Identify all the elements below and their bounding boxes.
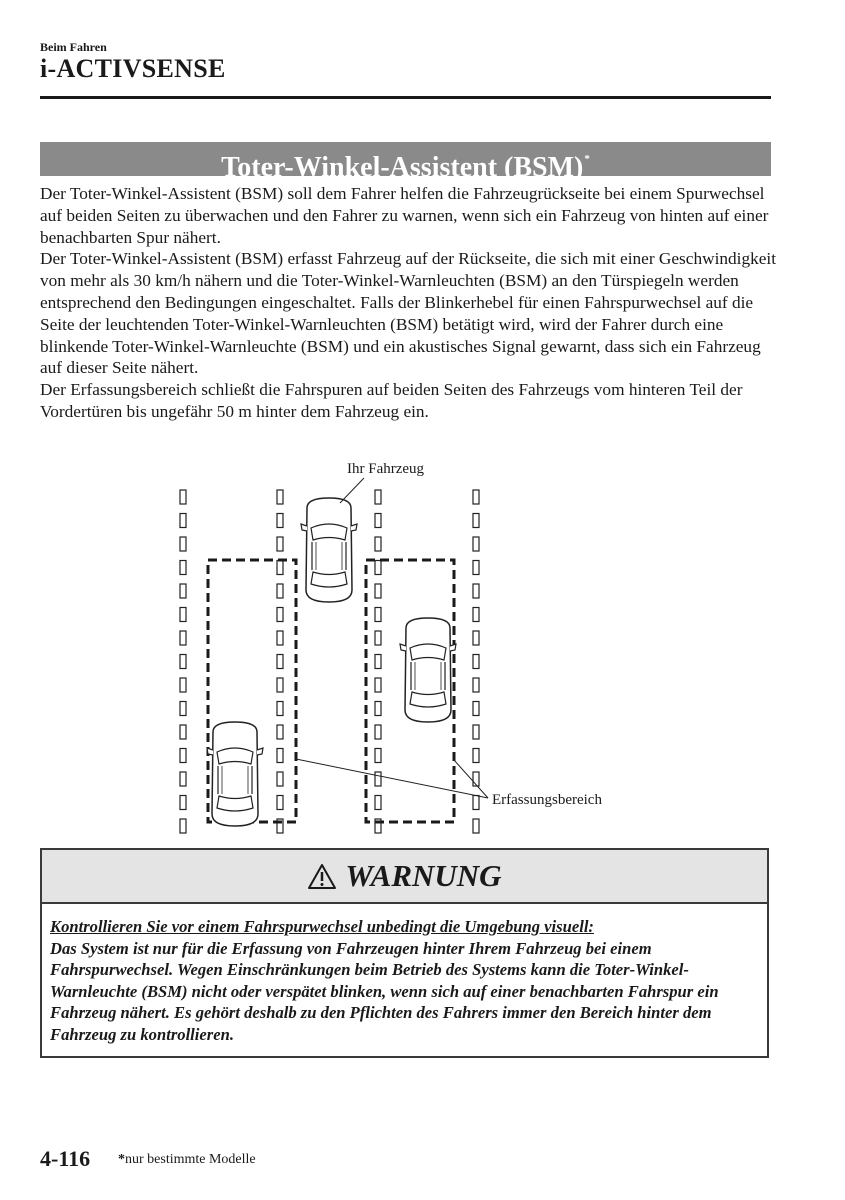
lane-mark (180, 537, 186, 551)
lane-mark (180, 608, 186, 622)
warning-body (42, 904, 767, 1045)
lane-mark (180, 584, 186, 598)
own-car-label: Ihr Fahrzeug (347, 461, 425, 477)
approaching-car-right (400, 618, 456, 722)
lane-mark (277, 655, 283, 669)
lane-mark (277, 749, 283, 763)
lane-mark (375, 490, 381, 504)
lane-mark (277, 537, 283, 551)
lane-mark (180, 631, 186, 645)
lane-mark (473, 655, 479, 669)
lane-mark (375, 678, 381, 692)
section-label: Beim Fahren (40, 40, 107, 54)
chapter-title: i-ACTIVSENSE (40, 54, 226, 83)
lane-mark (277, 772, 283, 786)
lane-mark (375, 655, 381, 669)
lane-mark (180, 655, 186, 669)
lane-mark (180, 514, 186, 528)
lane-mark (277, 678, 283, 692)
warning-header (42, 850, 767, 904)
lane-mark (180, 796, 186, 810)
lane-mark (375, 561, 381, 575)
lane-mark (473, 819, 479, 833)
lane-mark (473, 702, 479, 716)
lane-mark (375, 772, 381, 786)
model-marker: * (584, 153, 590, 165)
lane-mark (375, 725, 381, 739)
lane-mark (180, 561, 186, 575)
own-car-leader (340, 478, 364, 503)
warning-title: WARNUNG (345, 858, 502, 893)
lane-mark (277, 725, 283, 739)
detection-leader-left (296, 759, 488, 798)
page-number: 4-116 (40, 1146, 91, 1171)
detection-area-diagram (150, 450, 650, 850)
lane-mark (277, 584, 283, 598)
header-rule (40, 96, 771, 99)
lane-mark (473, 490, 479, 504)
lane-mark (180, 490, 186, 504)
body-text (40, 183, 780, 423)
section-title: Toter-Winkel-Assistent (BSM) (221, 152, 584, 183)
lane-mark (473, 796, 479, 810)
lane-mark (375, 631, 381, 645)
lane-mark (375, 608, 381, 622)
warning-text: Das System ist nur für die Erfassung von Fahrzeugen hinter Ihrem Fahrzeug bei einem Fahrspurwechsel. Wegen Einschränkungen beim Betrieb des Systems kann die Toter-Winkel-Warnleuchte (BSM) nicht oder verspätet blinken, wenn sich auf einer benachbarten Fahrspur ein Fahrzeug nähert. Es gehört deshalb zu den Pflichten des Fahrers immer den Bereich hinter dem Fahrzeug zu kontrollieren. (50, 938, 719, 1044)
lane-mark (375, 584, 381, 598)
lane-mark (277, 631, 283, 645)
footnote (118, 1152, 256, 1168)
lane-mark (180, 772, 186, 786)
lane-mark (180, 819, 186, 833)
warning-heading: Kontrollieren Sie vor einem Fahrspurwechsel unbedingt die Umgebung visuell: (50, 917, 594, 936)
lane-mark (277, 702, 283, 716)
paragraph-1: Der Toter-Winkel-Assistent (BSM) soll dem Fahrer helfen die Fahrzeugrückseite bei einem Spurwechsel auf beiden Seiten zu überwachen und den Fahrer zu warnen, wenn sich ein Fahrzeug von hinten auf einer benachbarten Spur nähert. (40, 184, 769, 247)
warning-triangle-icon (307, 863, 337, 890)
warning-box (40, 848, 769, 1058)
paragraph-2: Der Toter-Winkel-Assistent (BSM) erfasst Fahrzeug auf der Rückseite, die sich mit einer Geschwindigkeit von mehr als 30 km/h nähern und die Toter-Winkel-Warnleuchten (BSM) an den Türspiegeln werden entsprechend den Bedingungen eingeschaltet. Falls der Blinkerhebel für einen Fahrspurwechsel auf die Seite der leuchtenden Toter-Winkel-Warnleuchten (BSM) betätigt wird, wird der Fahrer durch eine blinkende Toter-Winkel-Warnleuchte (BSM) und ein akustisches Signal gewarnt, dass sich ein Fahrzeug auf dieser Seite nähert. (40, 249, 777, 378)
footnote-text: nur bestimmte Modelle (125, 1152, 256, 1167)
lane-mark (277, 514, 283, 528)
lane-mark (180, 725, 186, 739)
footnote-marker: * (118, 1152, 125, 1167)
lane-mark (473, 584, 479, 598)
lane-mark (473, 608, 479, 622)
section-title-bar (40, 142, 771, 183)
lane-mark (375, 749, 381, 763)
lane-mark (277, 608, 283, 622)
lane-mark (277, 796, 283, 810)
lane-mark (473, 725, 479, 739)
lane-mark (473, 561, 479, 575)
lane-mark (375, 702, 381, 716)
lane-mark (277, 561, 283, 575)
lane-mark (473, 749, 479, 763)
lane-mark (473, 678, 479, 692)
paragraph-3: Der Erfassungsbereich schließt die Fahrspuren auf beiden Seiten des Fahrzeugs vom hinteren Teil der Vordertüren bis ungefähr 50 m hinter dem Fahrzeug ein. (40, 380, 743, 421)
lane-mark (180, 702, 186, 716)
lane-mark (277, 490, 283, 504)
lane-mark (180, 749, 186, 763)
detection-area-label: Erfassungsbereich (492, 792, 602, 808)
lane-mark (375, 514, 381, 528)
lane-mark (180, 678, 186, 692)
lane-mark (375, 537, 381, 551)
lane-mark (473, 537, 479, 551)
lane-mark (473, 631, 479, 645)
approaching-car-left (207, 722, 263, 826)
lane-mark (473, 514, 479, 528)
lane-mark (375, 796, 381, 810)
own-car (301, 498, 357, 602)
